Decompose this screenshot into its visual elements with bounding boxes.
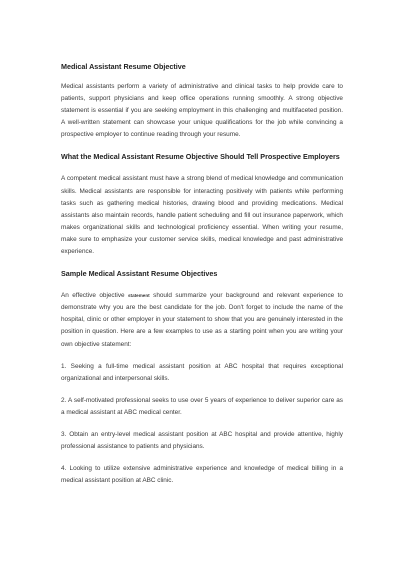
intro-text-statement: statement [128,293,150,299]
section-heading-objective: Medical Assistant Resume Objective [61,62,186,71]
document-page [61,62,343,487]
section-heading-samples: Sample Medical Assistant Resume Objectives [61,269,218,279]
paragraph-samples-intro [61,290,343,350]
section-heading-what-to-tell: What the Medical Assistant Resume Objective Should Tell Prospective Employers [61,152,340,162]
sample-objective-item: 2. A self-motivated professional seeks to use over 5 years of experience to deliver superior care as a medical assistant at ABC medical center. [61,396,343,416]
intro-text-start: An effective objective [61,292,128,300]
paragraph-what-to-tell: A competent medical assistant must have a strong blend of medical knowledge and communication skills. Medical assistants are responsible for interacting positively with patients while performing tasks such as gathering medical histories, drawing blood and providing medications. Medical assistants also maintain records, handle patient scheduling and fill out insurance paperwork, which makes organizational skills and technological proficiency essential. When writing your resume, make sure to emphasize your customer service skills, medical knowledge and past administrative experience. [61,175,343,256]
sample-objective-item: 1. Seeking a full-time medical assistant position at ABC hospital that requires exceptional organizational and interpersonal skills. [61,362,343,382]
paragraph-objective-intro: Medical assistants perform a variety of administrative and clinical tasks to help provide care to patients, support physicians and keep office operations running smoothly. A strong objective statement is essential if you are seeking employment in this challenging and multifaceted position. A well-written statement can showcase your unique qualifications for the job while convincing a prospective employer to continue reading through your resume. [61,83,343,139]
intro-text-end: should summarize your background and relevant experience to demonstrate why you are the best candidate for the job. Don't forget to include the name of the hospital, clinic or other employer in your statement to show that you are genuinely interested in the position in question. Here are a few examples to use as a starting point when you are writing your own objective statement: [61,292,343,348]
sample-objective-item: 3. Obtain an entry-level medical assistant position at ABC hospital and provide attentive, highly professional assistance to patients and physicians. [61,430,343,451]
sample-objective-item: 4. Looking to utilize extensive administrative experience and knowledge of medical billing in a medical assistant position at ABC clinic. [61,465,343,485]
